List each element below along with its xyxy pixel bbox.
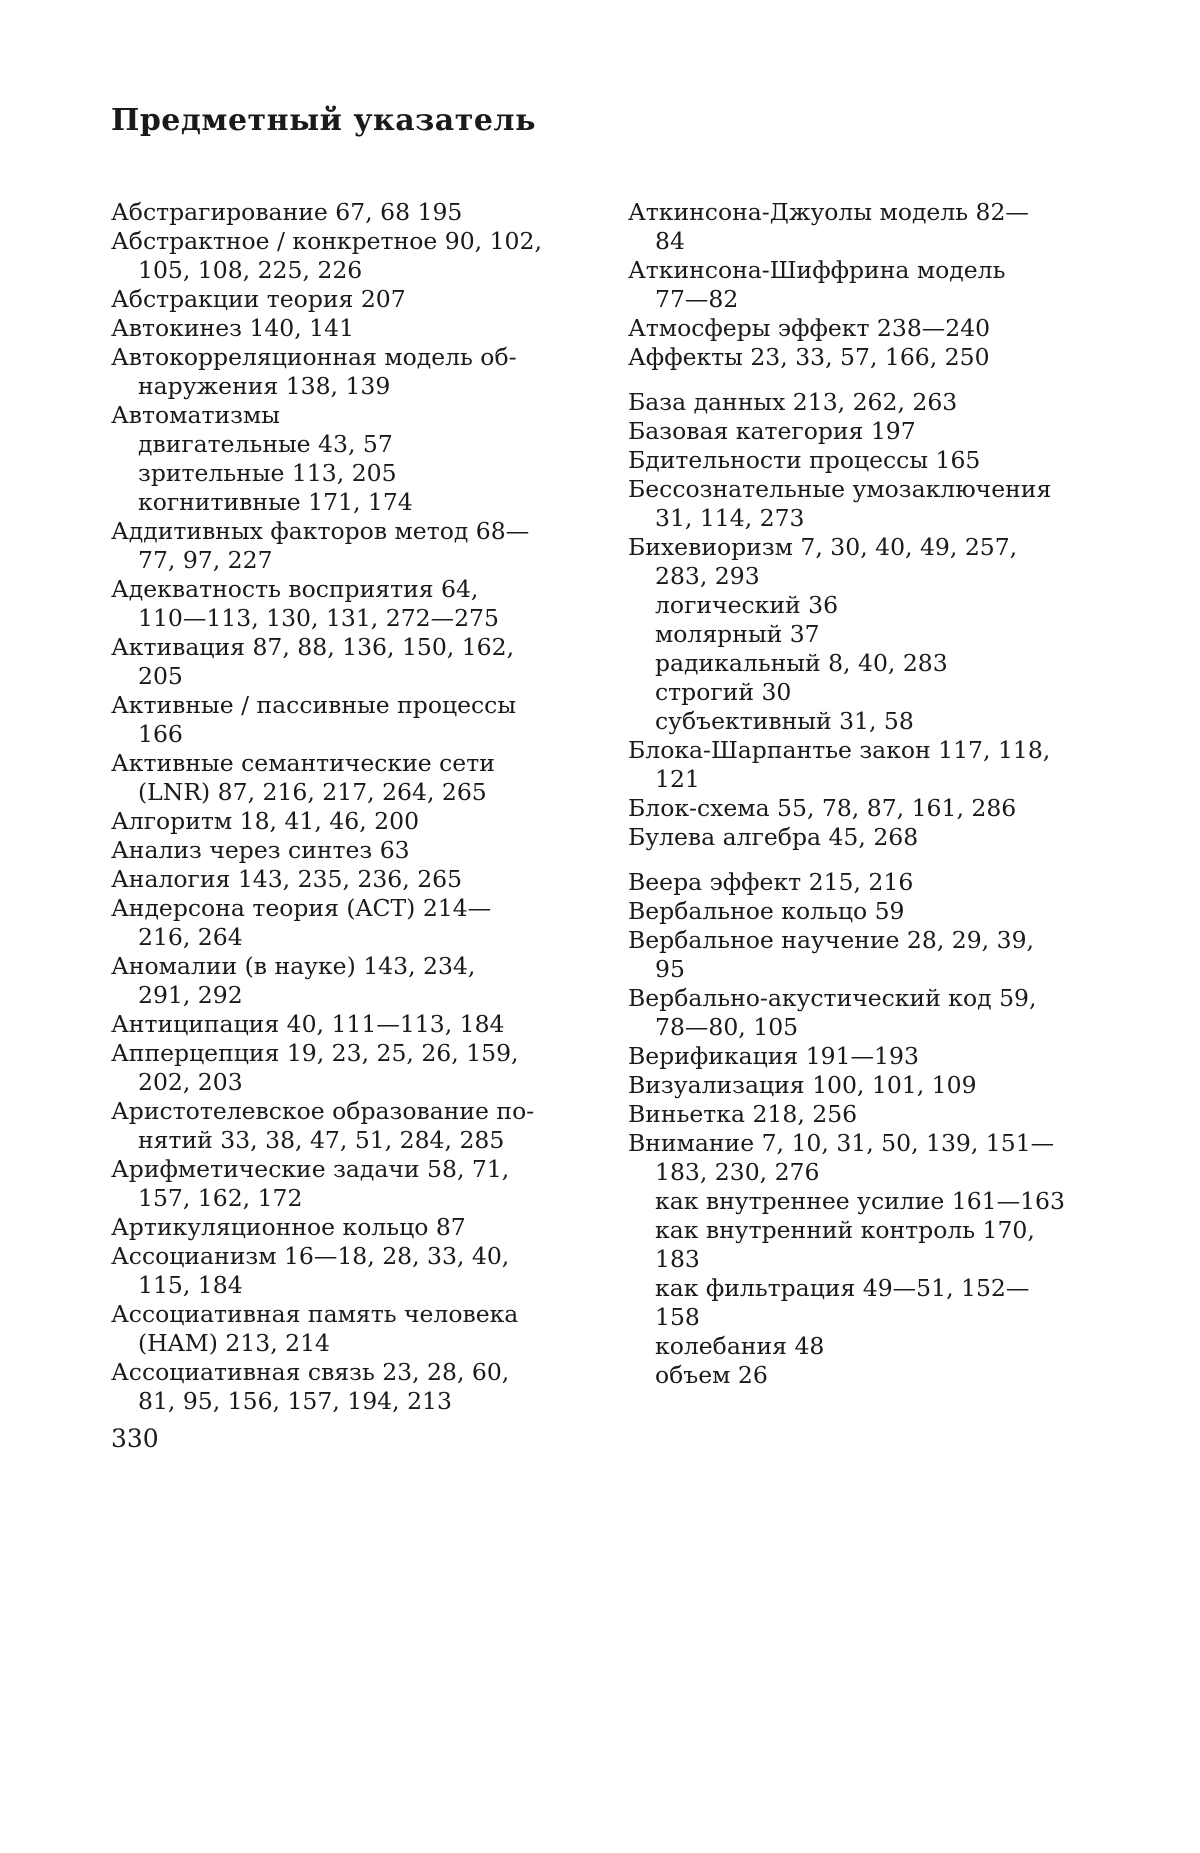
index-entry: Блок-схема 55, 78, 87, 161, 286: [628, 794, 1017, 822]
index-entry: Адекватность восприятия 64,: [111, 575, 479, 603]
index-entry: Аналогия 143, 235, 236, 265: [111, 865, 463, 893]
index-entry-continuation: нятий 33, 38, 47, 51, 284, 285: [138, 1126, 505, 1154]
page-title: Предметный указатель: [111, 103, 536, 138]
index-subentry: молярный 37: [655, 620, 820, 648]
index-subentry: двигательные 43, 57: [138, 430, 393, 458]
index-entry-continuation: 110—113, 130, 131, 272—275: [138, 604, 499, 632]
index-entry-continuation: 31, 114, 273: [655, 504, 805, 532]
index-entry: Аффекты 23, 33, 57, 166, 250: [628, 343, 990, 371]
index-entry-continuation: 202, 203: [138, 1068, 243, 1096]
index-entry-continuation: 183, 230, 276: [655, 1158, 820, 1186]
index-entry: Внимание 7, 10, 31, 50, 139, 151—: [628, 1129, 1055, 1157]
index-entry: Автоматизмы: [111, 401, 280, 429]
index-entry: Атмосферы эффект 238—240: [628, 314, 991, 342]
index-column-right: [628, 198, 1098, 1390]
index-entry-continuation: 78—80, 105: [655, 1013, 799, 1041]
index-entry: Базовая категория 197: [628, 417, 916, 445]
index-entry: Блока-Шарпантье закон 117, 118,: [628, 736, 1051, 764]
index-entry: Аристотелевское образование по-: [111, 1097, 535, 1125]
index-subentry: радикальный 8, 40, 283: [655, 649, 948, 677]
index-entry: Анализ через синтез 63: [111, 836, 410, 864]
index-entry-continuation: 166: [138, 720, 183, 748]
index-subentry: колебания 48: [655, 1332, 825, 1360]
index-subentry: логический 36: [655, 591, 839, 619]
index-entry-continuation: 84: [655, 227, 685, 255]
index-entry: Вербальное научение 28, 29, 39,: [628, 926, 1034, 954]
index-subentry: как фильтрация 49—51, 152—: [655, 1274, 1030, 1302]
index-subentry: строгий 30: [655, 678, 792, 706]
index-entry: Активация 87, 88, 136, 150, 162,: [111, 633, 515, 661]
index-column-left: [111, 198, 571, 1416]
index-entry: Бдительности процессы 165: [628, 446, 981, 474]
index-entry: Антиципация 40, 111—113, 184: [111, 1010, 505, 1038]
index-entry: Арифметические задачи 58, 71,: [111, 1155, 510, 1183]
index-subentry: субъективный 31, 58: [655, 707, 914, 735]
index-entry-continuation: 95: [655, 955, 685, 983]
index-entry: Абстракции теория 207: [111, 285, 406, 313]
index-entry: Виньетка 218, 256: [628, 1100, 858, 1128]
index-entry: Верификация 191—193: [628, 1042, 919, 1070]
index-entry: Вербальное кольцо 59: [628, 897, 905, 925]
index-entry: Артикуляционное кольцо 87: [111, 1213, 466, 1241]
index-entry-continuation: 115, 184: [138, 1271, 243, 1299]
index-entry: Ассоциативная память человека: [111, 1300, 519, 1328]
index-entry-continuation: 77—82: [655, 285, 739, 313]
index-entry-continuation: 81, 95, 156, 157, 194, 213: [138, 1387, 452, 1415]
index-entry-continuation: 216, 264: [138, 923, 243, 951]
index-entry-continuation: 77, 97, 227: [138, 546, 273, 574]
index-entry-continuation: 105, 108, 225, 226: [138, 256, 363, 284]
index-entry-continuation: (LNR) 87, 216, 217, 264, 265: [138, 778, 487, 806]
index-subentry: как внутренний контроль 170,: [655, 1216, 1035, 1244]
index-entry: Андерсона теория (ACT) 214—: [111, 894, 492, 922]
index-subentry: когнитивные 171, 174: [138, 488, 413, 516]
index-entry-continuation: (HAM) 213, 214: [138, 1329, 330, 1357]
index-entry: Аддитивных факторов метод 68—: [111, 517, 530, 545]
index-entry: Визуализация 100, 101, 109: [628, 1071, 977, 1099]
index-subentry: как внутреннее усилие 161—163: [655, 1187, 1065, 1215]
index-entry: Веера эффект 215, 216: [628, 868, 914, 896]
index-entry-continuation: 157, 162, 172: [138, 1184, 303, 1212]
index-entry: Апперцепция 19, 23, 25, 26, 159,: [111, 1039, 519, 1067]
index-subentry-continuation: 183: [655, 1245, 700, 1273]
index-entry-continuation: 121: [655, 765, 700, 793]
index-entry-continuation: 291, 292: [138, 981, 243, 1009]
index-entry: Активные / пассивные процессы: [111, 691, 517, 719]
index-entry-continuation: 205: [138, 662, 183, 690]
page-number: 330: [111, 1424, 159, 1453]
index-entry: Алгоритм 18, 41, 46, 200: [111, 807, 420, 835]
index-entry: Бессознательные умозаключения: [628, 475, 1052, 503]
index-entry: Вербально-акустический код 59,: [628, 984, 1037, 1012]
index-entry: Ассоциативная связь 23, 28, 60,: [111, 1358, 510, 1386]
index-entry-continuation: наружения 138, 139: [138, 372, 391, 400]
index-entry: Булева алгебра 45, 268: [628, 823, 919, 851]
index-entry: Аткинсона-Джуолы модель 82—: [628, 198, 1029, 226]
index-entry: Аномалии (в науке) 143, 234,: [111, 952, 476, 980]
index-entry: Автокинез 140, 141: [111, 314, 355, 342]
index-entry: База данных 213, 262, 263: [628, 388, 958, 416]
index-entry: Бихевиоризм 7, 30, 40, 49, 257,: [628, 533, 1018, 561]
index-subentry: объем 26: [655, 1361, 768, 1389]
index-entry: Активные семантические сети: [111, 749, 495, 777]
index-entry: Абстрагирование 67, 68 195: [111, 198, 463, 226]
index-subentry: зрительные 113, 205: [138, 459, 397, 487]
index-entry-continuation: 283, 293: [655, 562, 760, 590]
index-subentry-continuation: 158: [655, 1303, 700, 1331]
index-entry: Автокорреляционная модель об-: [111, 343, 517, 371]
index-entry: Абстрактное / конкретное 90, 102,: [111, 227, 542, 255]
index-entry: Ассоцианизм 16—18, 28, 33, 40,: [111, 1242, 510, 1270]
index-entry: Аткинсона-Шиффрина модель: [628, 256, 1006, 284]
